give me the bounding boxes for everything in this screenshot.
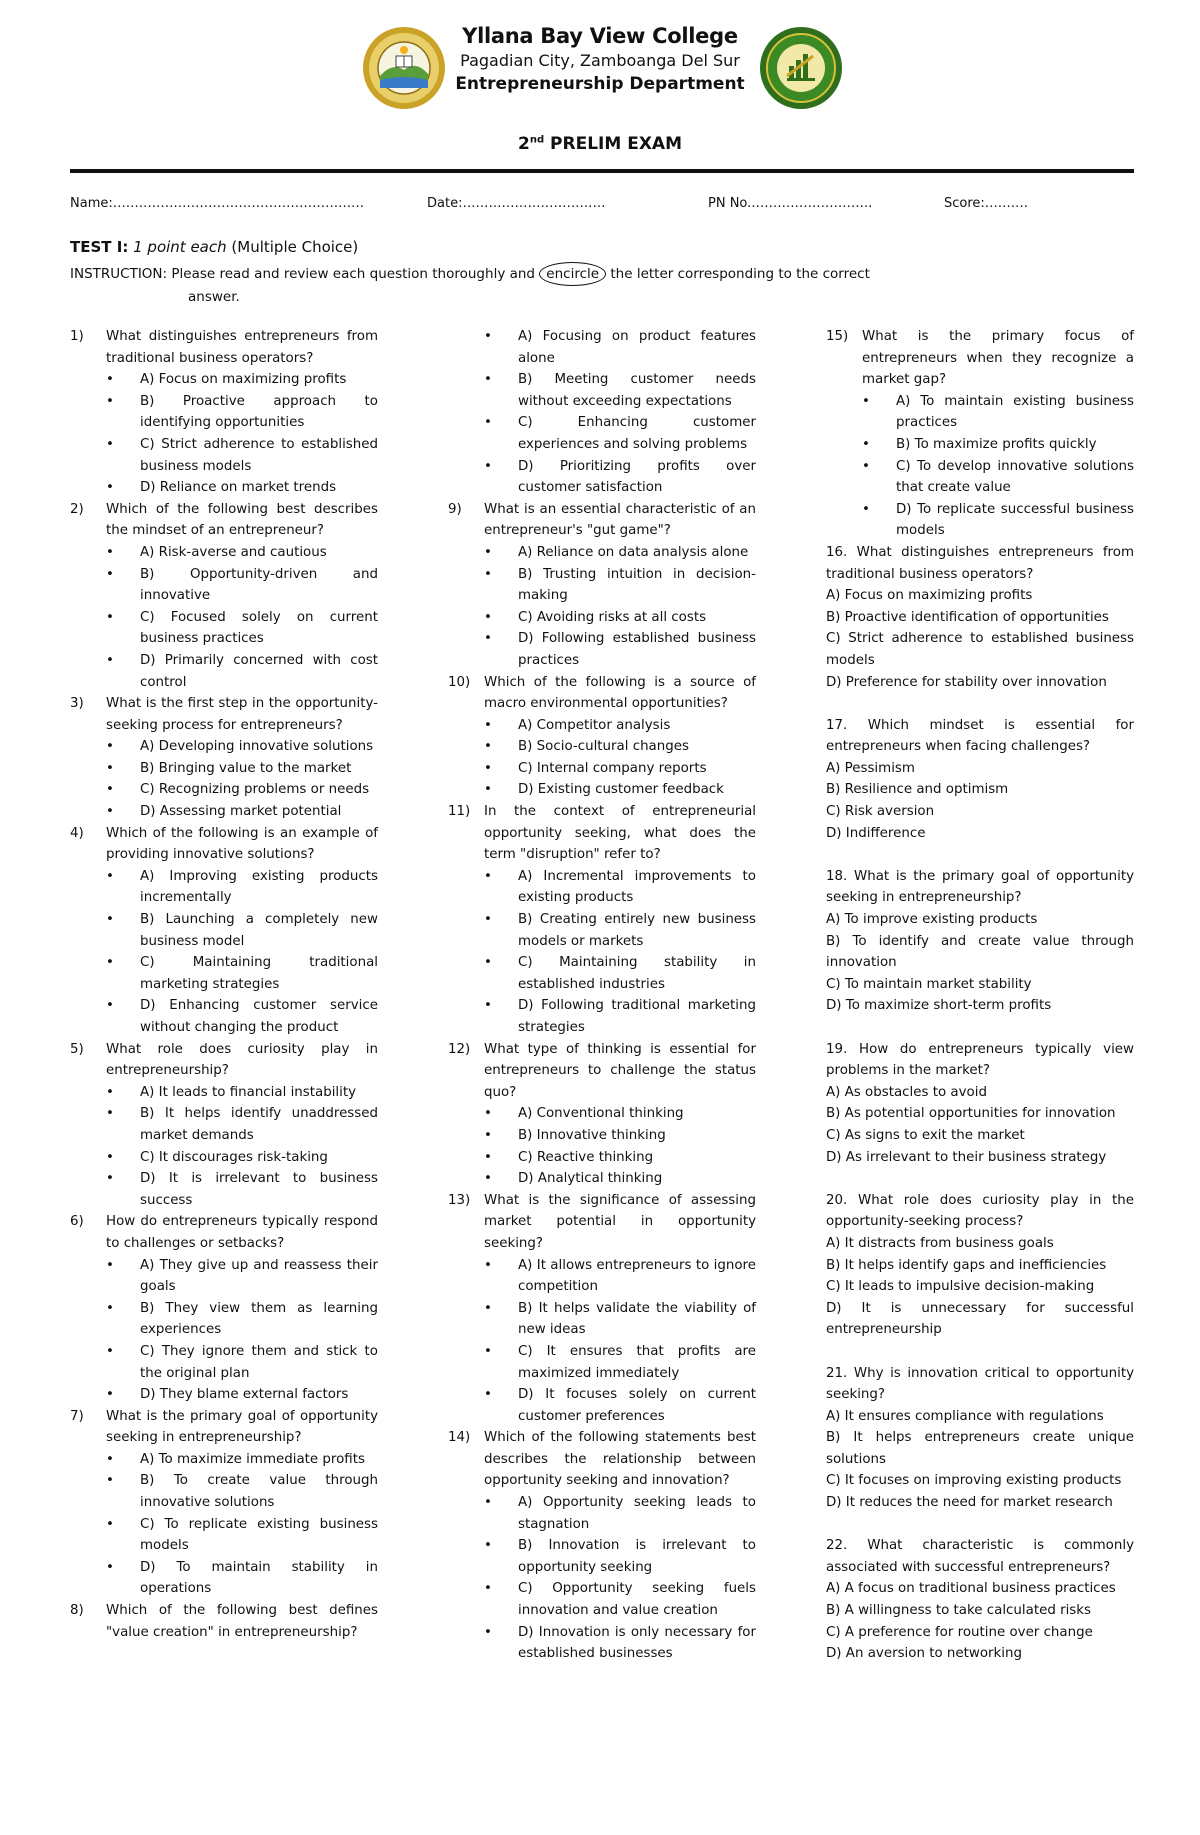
question-text: Which of the following best describes the mindset of an entrepreneur? xyxy=(106,501,378,539)
question-item xyxy=(70,326,378,369)
answer-option[interactable] xyxy=(70,1168,378,1211)
question-number: 13) xyxy=(448,1192,471,1208)
answer-option-text: D) Innovation is only necessary for established businesses xyxy=(518,1624,756,1662)
answer-option[interactable] xyxy=(448,866,756,909)
document-header xyxy=(0,22,1200,122)
bullet-icon: • xyxy=(106,1516,114,1532)
answer-option[interactable] xyxy=(70,1103,378,1146)
bullet-icon: • xyxy=(484,1624,492,1640)
question-number: 9) xyxy=(448,501,462,517)
answer-option[interactable] xyxy=(70,1298,378,1341)
question-text: How do entrepreneurs typically respond to challenges or setbacks? xyxy=(106,1214,378,1251)
answer-option[interactable] xyxy=(448,564,756,607)
bullet-icon: • xyxy=(484,912,492,928)
answer-option-text: A) Developing innovative solutions xyxy=(140,739,374,755)
answer-option-text: A) Focusing on product features alone xyxy=(518,329,756,366)
question-text: 22. What characteristic is commonly associated with successful entrepreneurs? xyxy=(826,1538,1134,1575)
bullet-icon: • xyxy=(106,480,114,496)
answer-option-text: C) Recognizing problems or needs xyxy=(140,782,370,798)
answer-option[interactable] xyxy=(448,628,756,671)
exam-title-number: 2 xyxy=(518,134,530,154)
answer-option[interactable]: B) It helps entrepreneurs create unique solutions xyxy=(826,1430,1134,1467)
answer-option-text: A) Conventional thinking xyxy=(518,1106,684,1122)
instruction-continuation: answer. xyxy=(188,289,240,305)
bullet-icon: • xyxy=(484,868,492,884)
name-field[interactable]: Name:…………………………………………………. xyxy=(70,196,364,211)
bullet-icon: • xyxy=(484,760,492,776)
question-item xyxy=(448,1190,756,1255)
pn-field[interactable]: PN No.………………………. xyxy=(708,196,873,211)
answer-option[interactable]: B) Resilience and optimism xyxy=(826,782,1009,798)
answer-option[interactable] xyxy=(448,1255,756,1298)
answer-option-text: C) Avoiding risks at all costs xyxy=(518,609,707,625)
answer-option-text: B) Proactive approach to identifying opportunities xyxy=(140,393,378,431)
answer-option[interactable]: A) It distracts from business goals xyxy=(826,1235,1054,1251)
answer-option[interactable] xyxy=(448,1298,756,1341)
question-number: 5) xyxy=(70,1041,84,1057)
bullet-icon: • xyxy=(484,1149,492,1165)
answer-option[interactable] xyxy=(448,1622,756,1665)
bullet-icon: • xyxy=(106,1106,114,1122)
answer-option[interactable] xyxy=(70,1147,378,1169)
answer-option-text: D) Assessing market potential xyxy=(140,804,342,820)
bullet-icon: • xyxy=(106,652,114,668)
answer-option[interactable]: C) It focuses on improving existing products xyxy=(826,1473,1122,1489)
answer-option[interactable] xyxy=(70,1082,378,1104)
test-type: (Multiple Choice) xyxy=(231,238,359,256)
instruction-circled-word: encircle xyxy=(539,262,606,286)
bullet-icon: • xyxy=(484,329,492,344)
bullet-icon: • xyxy=(484,415,492,431)
test-label: TEST I: xyxy=(70,238,129,256)
question-text: Which of the following is a source of macro environmental opportunities? xyxy=(484,674,756,712)
question-number: 14) xyxy=(448,1430,471,1446)
answer-option[interactable] xyxy=(448,1125,756,1147)
answer-option[interactable]: C) Strict adherence to established business models xyxy=(826,631,1134,668)
answer-option-text: B) Bringing value to the market xyxy=(140,760,352,776)
question-text: What type of thinking is essential for entrepreneurs to challenge the status quo? xyxy=(484,1041,756,1100)
question-item xyxy=(70,1600,378,1643)
answer-option-text: A) To maximize immediate profits xyxy=(140,1451,365,1467)
answer-option-text: B) To maximize profits quickly xyxy=(896,436,1097,452)
question-item xyxy=(70,823,378,866)
question-column-3 xyxy=(826,326,1134,1665)
answer-option-text: C) Maintaining traditional marketing strategies xyxy=(140,955,378,992)
question-text: What is the primary focus of entrepreneurs when they recognize a market gap? xyxy=(862,329,1134,388)
bullet-icon: • xyxy=(484,1495,492,1511)
answer-option[interactable] xyxy=(448,412,756,455)
answer-option[interactable]: D) It reduces the need for market research xyxy=(826,1495,1113,1511)
question-item xyxy=(448,801,756,866)
bullet-icon: • xyxy=(106,1171,114,1187)
answer-option[interactable]: B) To identify and create value through innovation xyxy=(826,933,1134,971)
bullet-icon: • xyxy=(106,1257,114,1273)
answer-option[interactable]: C) It leads to impulsive decision-making xyxy=(826,1279,1095,1295)
answer-option-text: A) To maintain existing business practices xyxy=(896,393,1134,431)
answer-option-text: C) To replicate existing business models xyxy=(140,1516,378,1554)
answer-option-text: D) Reliance on market trends xyxy=(140,480,337,496)
answer-option[interactable]: D) It is unnecessary for successful entrepreneurship xyxy=(826,1300,1134,1338)
answer-option[interactable]: D) As irrelevant to their business strategy xyxy=(826,1149,1107,1165)
question-text: What is the significance of assessing market potential in opportunity seeking? xyxy=(484,1192,756,1251)
answer-option[interactable] xyxy=(448,909,756,952)
bullet-icon: • xyxy=(484,1581,492,1597)
answer-option-text: B) Innovation is irrelevant to opportunity seeking xyxy=(518,1538,756,1575)
answer-option-text: B) Meeting customer needs without exceeding expectations xyxy=(518,372,756,409)
question-text: 16. What distinguishes entrepreneurs from traditional business operators? xyxy=(826,544,1134,582)
answer-option[interactable] xyxy=(448,1578,756,1621)
bullet-icon: • xyxy=(106,739,114,755)
bullet-icon: • xyxy=(106,1559,114,1575)
answer-option-text: B) They view them as learning experiences xyxy=(140,1300,378,1338)
bullet-icon: • xyxy=(106,1473,114,1489)
question-number: 1) xyxy=(70,329,84,344)
answer-option-text: A) Reliance on data analysis alone xyxy=(518,544,749,560)
question-number: 4) xyxy=(70,825,84,841)
answer-option[interactable] xyxy=(448,1535,756,1578)
question-spacer xyxy=(826,844,1134,866)
bullet-icon: • xyxy=(484,372,492,388)
question-item xyxy=(70,499,378,542)
bullet-icon: • xyxy=(484,1538,492,1554)
question-column-2 xyxy=(448,326,756,1665)
answer-option-text: B) Innovative thinking xyxy=(518,1127,666,1143)
bullet-icon: • xyxy=(484,544,492,560)
bullet-icon: • xyxy=(484,631,492,647)
question-spacer xyxy=(826,693,1134,715)
question-text: 19. How do entrepreneurs typically view problems in the market? xyxy=(826,1041,1134,1079)
question-item xyxy=(448,672,756,715)
question-number: 10) xyxy=(448,674,471,690)
bullet-icon: • xyxy=(484,1257,492,1273)
answer-option-text: A) It leads to financial instability xyxy=(140,1084,357,1100)
answer-option[interactable] xyxy=(826,456,1134,499)
answer-option[interactable] xyxy=(448,952,756,995)
bullet-icon: • xyxy=(862,501,870,517)
answer-option-text: B) Opportunity-driven and innovative xyxy=(140,566,378,604)
answer-option[interactable] xyxy=(70,1470,378,1513)
answer-option[interactable] xyxy=(70,995,378,1038)
bullet-icon: • xyxy=(484,1387,492,1403)
answer-option[interactable]: D) To maximize short-term profits xyxy=(826,998,1052,1014)
answer-option[interactable]: A) To improve existing products xyxy=(826,912,1038,928)
question-number: 15) xyxy=(826,329,849,344)
answer-option-text: C) They ignore them and stick to the original plan xyxy=(140,1343,378,1381)
answer-option-text: C) Reactive thinking xyxy=(518,1149,654,1165)
answer-option[interactable] xyxy=(70,758,378,780)
question-item xyxy=(70,693,378,736)
answer-option[interactable] xyxy=(70,434,378,477)
answer-option[interactable] xyxy=(70,1384,378,1406)
answer-option-text: D) Enhancing customer service without changing the product xyxy=(140,998,378,1035)
bullet-icon: • xyxy=(106,1343,114,1359)
bullet-icon: • xyxy=(106,782,114,798)
answer-option-text: A) They give up and reassess their goals xyxy=(140,1257,378,1295)
answer-option[interactable] xyxy=(448,1341,756,1384)
answer-option[interactable] xyxy=(70,1449,378,1471)
answer-option[interactable] xyxy=(826,499,1134,542)
answer-option[interactable] xyxy=(448,995,756,1038)
question-text: What is the first step in the opportunity-seeking process for entrepreneurs? xyxy=(106,696,378,733)
answer-option[interactable] xyxy=(448,369,756,412)
question-spacer xyxy=(826,1168,1134,1190)
bullet-icon: • xyxy=(106,393,114,409)
college-seal-icon xyxy=(362,26,446,110)
bullet-icon: • xyxy=(106,1300,114,1316)
bullet-icon: • xyxy=(106,1084,114,1100)
answer-option[interactable]: C) Risk aversion xyxy=(826,804,935,820)
answer-option-text: A) Incremental improvements to existing products xyxy=(518,868,756,906)
bullet-icon: • xyxy=(106,760,114,776)
answer-option-text: C) Maintaining stability in established industries xyxy=(518,955,756,992)
answer-option[interactable] xyxy=(70,477,378,499)
question-text: What distinguishes entrepreneurs from traditional business operators? xyxy=(106,329,378,366)
question-number: 6) xyxy=(70,1214,84,1230)
answer-option[interactable] xyxy=(448,736,756,758)
answer-option-text: B) It helps identify unaddressed market demands xyxy=(140,1106,378,1143)
bullet-icon: • xyxy=(862,393,870,409)
question-item xyxy=(70,1211,378,1254)
answer-option-text: D) To maintain stability in operations xyxy=(140,1559,378,1597)
bullet-icon: • xyxy=(106,1149,114,1165)
bullet-icon: • xyxy=(106,1387,114,1403)
answer-option[interactable] xyxy=(70,650,378,693)
answer-option[interactable] xyxy=(826,434,1134,456)
question-number: 8) xyxy=(70,1603,84,1619)
answer-option-text: C) It ensures that profits are maximized immediately xyxy=(518,1343,756,1381)
header-text xyxy=(440,22,760,96)
question-spacer xyxy=(826,1017,1134,1039)
answer-option-text: D) Primarily concerned with cost control xyxy=(140,652,378,690)
bullet-icon: • xyxy=(484,1171,492,1187)
bullet-icon: • xyxy=(106,566,114,582)
question-text: Which of the following is an example of providing innovative solutions? xyxy=(106,825,378,863)
bullet-icon: • xyxy=(106,544,114,560)
answer-option[interactable] xyxy=(70,1514,378,1557)
answer-option[interactable] xyxy=(448,456,756,499)
answer-option[interactable]: A) It ensures compliance with regulations xyxy=(826,1408,1104,1424)
bullet-icon: • xyxy=(106,804,114,820)
answer-option[interactable] xyxy=(448,607,756,629)
department-seal-icon xyxy=(759,26,843,110)
answer-option-text: C) Opportunity seeking fuels innovation and value creation xyxy=(518,1581,756,1619)
bullet-icon: • xyxy=(106,868,114,884)
answer-option[interactable] xyxy=(448,542,756,564)
answer-option-text: D) To replicate successful business models xyxy=(896,501,1134,539)
student-info-row xyxy=(70,196,1134,216)
question-text: 17. Which mindset is essential for entrepreneurs when facing challenges? xyxy=(826,717,1134,755)
answer-option[interactable] xyxy=(70,564,378,607)
answer-option[interactable] xyxy=(70,369,378,391)
bullet-icon: • xyxy=(862,458,870,474)
question-text: What is an essential characteristic of an entrepreneur's "gut game"? xyxy=(484,501,756,539)
question-text: Which of the following best defines "value creation" in entrepreneurship? xyxy=(106,1603,378,1640)
answer-option-text: C) Focused solely on current business practices xyxy=(140,609,378,647)
question-item xyxy=(826,326,1134,391)
answer-option[interactable]: D) Indifference xyxy=(826,825,926,841)
bullet-icon: • xyxy=(484,1343,492,1359)
bullet-icon: • xyxy=(484,458,492,474)
question-text: 21. Why is innovation critical to opportunity seeking? xyxy=(826,1365,1134,1403)
answer-option-text: B) It helps validate the viability of new ideas xyxy=(518,1300,756,1338)
question-number: 2) xyxy=(70,501,84,517)
question-text: What is the primary goal of opportunity seeking in entrepreneurship? xyxy=(106,1408,378,1446)
answer-option-text: A) It allows entrepreneurs to ignore competition xyxy=(518,1257,756,1295)
answer-option[interactable] xyxy=(70,736,378,758)
question-item xyxy=(448,1427,756,1492)
answer-option[interactable] xyxy=(448,758,756,780)
answer-option-text: D) It is irrelevant to business success xyxy=(140,1171,378,1208)
header-divider xyxy=(70,169,1134,173)
question-number: 12) xyxy=(448,1041,471,1057)
answer-option[interactable] xyxy=(70,542,378,564)
answer-option[interactable] xyxy=(70,1341,378,1384)
question-spacer xyxy=(826,1514,1134,1536)
instruction-before: INSTRUCTION: Please read and review each question thoroughly and xyxy=(70,266,535,282)
answer-option-text: C) To develop innovative solutions that create value xyxy=(896,458,1134,496)
bullet-icon: • xyxy=(106,1451,114,1467)
answer-option[interactable] xyxy=(70,801,378,823)
answer-option-text: D) It focuses solely on current customer preferences xyxy=(518,1387,756,1424)
instruction xyxy=(70,262,970,308)
answer-option-text: D) Prioritizing profits over customer satisfaction xyxy=(518,458,756,496)
exam-title-text: PRELIM EXAM xyxy=(550,134,682,154)
answer-option[interactable] xyxy=(70,952,378,995)
answer-option[interactable] xyxy=(448,779,756,801)
question-item xyxy=(448,499,756,542)
question-text: What role does curiosity play in entrepreneurship? xyxy=(106,1041,378,1079)
question-number: 7) xyxy=(70,1408,84,1424)
question-text: 18. What is the primary goal of opportunity seeking in entrepreneurship? xyxy=(826,868,1134,906)
answer-option[interactable] xyxy=(448,1168,756,1190)
question-item xyxy=(448,1039,756,1104)
answer-option-text: D) Existing customer feedback xyxy=(518,782,724,798)
answer-option[interactable]: A) Pessimism xyxy=(826,760,915,776)
question-column-1 xyxy=(70,326,378,1643)
answer-option-text: A) Improving existing products incrementally xyxy=(140,868,378,906)
exam-title-suffix: nd xyxy=(529,134,545,146)
answer-option[interactable]: D) Preference for stability over innovation xyxy=(826,674,1107,690)
answer-option[interactable] xyxy=(448,326,756,369)
answer-option[interactable]: C) As signs to exit the market xyxy=(826,1127,1025,1143)
question-text: In the context of entrepreneurial opportunity seeking, what does the term "disruption" refer to? xyxy=(484,804,756,863)
bullet-icon: • xyxy=(484,998,492,1014)
answer-option-text: B) Launching a completely new business model xyxy=(140,912,378,949)
bullet-icon: • xyxy=(106,609,114,625)
question-text: Which of the following statements best describes the relationship between opportunity seeking and innovation? xyxy=(484,1430,756,1489)
department-name: Entrepreneurship Department xyxy=(455,74,745,94)
answer-option[interactable] xyxy=(448,1492,756,1535)
bullet-icon: • xyxy=(106,436,114,452)
answer-option-text: B) Creating entirely new business models or markets xyxy=(518,912,756,949)
bullet-icon: • xyxy=(484,566,492,582)
answer-option[interactable] xyxy=(70,607,378,650)
answer-option-text: B) To create value through innovative solutions xyxy=(140,1473,378,1511)
answer-option[interactable] xyxy=(70,779,378,801)
instruction-after: the letter corresponding to the correct xyxy=(610,266,870,282)
answer-option[interactable] xyxy=(448,715,756,737)
score-field[interactable]: Score:………. xyxy=(944,196,1028,211)
answer-option-text: D) Following traditional marketing strategies xyxy=(518,998,756,1035)
answer-option[interactable] xyxy=(70,1557,378,1600)
bullet-icon: • xyxy=(862,436,870,452)
answer-option[interactable]: A) A focus on traditional business practices xyxy=(826,1581,1116,1597)
exam-title xyxy=(0,134,1200,154)
answer-option-text: A) Opportunity seeking leads to stagnation xyxy=(518,1495,756,1532)
bullet-icon: • xyxy=(484,1106,492,1122)
answer-option[interactable]: C) A preference for routine over change xyxy=(826,1624,1093,1640)
question-spacer xyxy=(826,1341,1134,1363)
bullet-icon: • xyxy=(484,782,492,798)
bullet-icon: • xyxy=(484,609,492,625)
answer-option-text: B) Trusting intuition in decision-making xyxy=(518,566,756,604)
answer-option-text: A) Focus on maximizing profits xyxy=(140,372,347,388)
college-location: Pagadian City, Zamboanga Del Sur xyxy=(460,51,740,70)
answer-option-text: D) They blame external factors xyxy=(140,1387,349,1403)
answer-option[interactable] xyxy=(70,866,378,909)
bullet-icon: • xyxy=(484,717,492,733)
test-heading xyxy=(70,238,358,256)
bullet-icon: • xyxy=(106,998,114,1014)
answer-option[interactable] xyxy=(448,1103,756,1125)
answer-option[interactable]: C) To maintain market stability xyxy=(826,976,1032,992)
answer-option-text: A) Competitor analysis xyxy=(518,717,671,733)
question-text: 20. What role does curiosity play in the opportunity-seeking process? xyxy=(826,1192,1134,1230)
answer-option[interactable] xyxy=(826,391,1134,434)
answer-option[interactable] xyxy=(70,909,378,952)
bullet-icon: • xyxy=(484,739,492,755)
bullet-icon: • xyxy=(484,955,492,971)
answer-option[interactable]: B) It helps identify gaps and inefficiencies xyxy=(826,1257,1107,1273)
answer-option[interactable]: B) As potential opportunities for innovation xyxy=(826,1106,1116,1122)
question-number: 3) xyxy=(70,696,84,712)
college-name: Yllana Bay View College xyxy=(462,24,738,48)
question-number: 11) xyxy=(448,804,471,820)
answer-option-text: D) Analytical thinking xyxy=(518,1171,663,1187)
bullet-icon: • xyxy=(106,912,114,928)
answer-option[interactable] xyxy=(448,1147,756,1169)
answer-option[interactable]: B) Proactive identification of opportunities xyxy=(826,609,1109,625)
answer-option-text: D) Following established business practices xyxy=(518,631,756,668)
question-item xyxy=(70,1039,378,1082)
answer-option-text: B) Socio-cultural changes xyxy=(518,739,689,755)
answer-option[interactable]: A) As obstacles to avoid xyxy=(826,1084,987,1100)
test-points: 1 point each xyxy=(133,238,227,256)
bullet-icon: • xyxy=(106,372,114,388)
answer-option-text: A) Risk-averse and cautious xyxy=(140,544,327,560)
answer-option[interactable]: B) A willingness to take calculated risks xyxy=(826,1603,1092,1619)
bullet-icon: • xyxy=(106,955,114,971)
answer-option-text: C) Strict adherence to established business models xyxy=(140,436,378,474)
answer-option[interactable]: D) An aversion to networking xyxy=(826,1646,1022,1662)
question-item xyxy=(70,1406,378,1449)
answer-option[interactable]: A) Focus on maximizing profits xyxy=(826,588,1033,604)
date-field[interactable]: Date:…………………………… xyxy=(427,196,606,211)
bullet-icon: • xyxy=(484,1300,492,1316)
answer-option[interactable] xyxy=(448,1384,756,1427)
answer-option[interactable] xyxy=(70,1255,378,1298)
answer-option-text: C) Enhancing customer experiences and solving problems xyxy=(518,415,756,452)
answer-option-text: C) Internal company reports xyxy=(518,760,707,776)
bullet-icon: • xyxy=(484,1127,492,1143)
answer-option-text: C) It discourages risk-taking xyxy=(140,1149,328,1165)
answer-option[interactable] xyxy=(70,391,378,434)
